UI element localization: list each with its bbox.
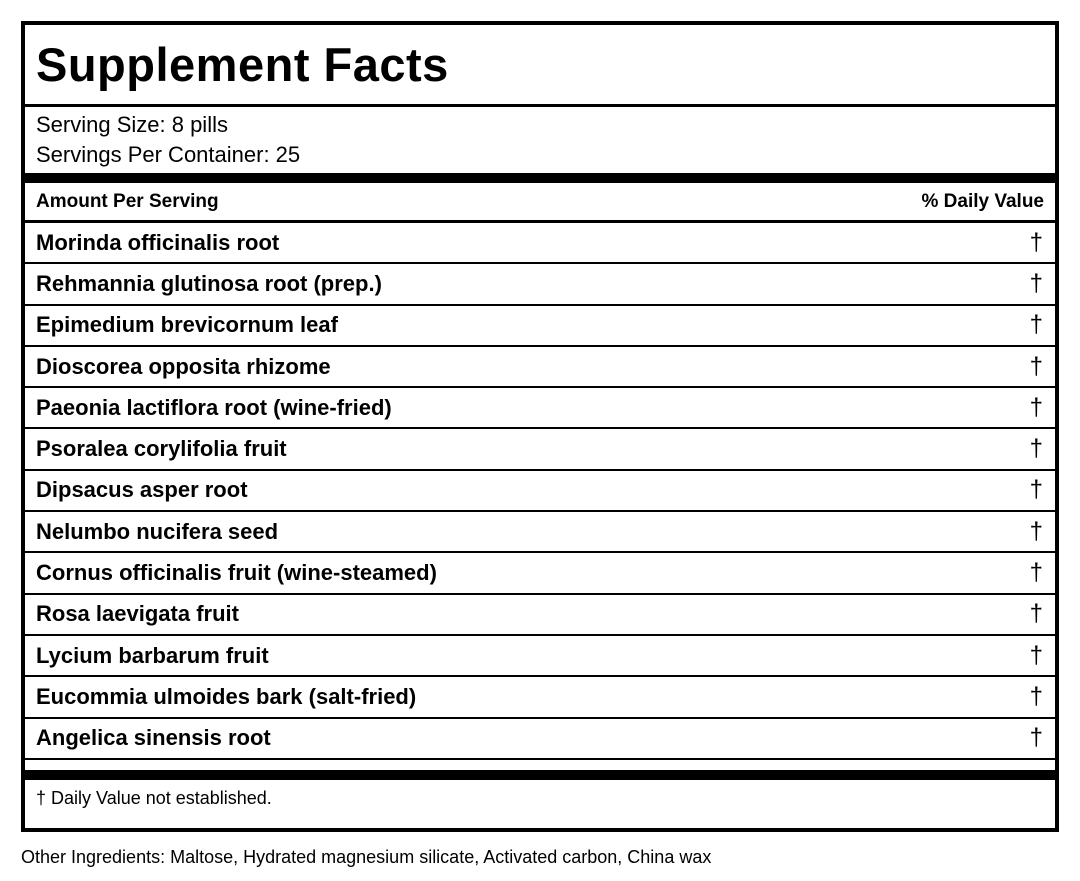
spacer <box>25 760 1055 770</box>
ingredient-name: Lycium barbarum fruit <box>36 642 269 668</box>
daily-value-mark: † <box>1029 724 1043 752</box>
table-row <box>25 595 1055 636</box>
table-row <box>25 553 1055 594</box>
servings-per-container: Servings Per Container: 25 <box>36 142 301 167</box>
table-row <box>25 471 1055 512</box>
table-row <box>25 223 1055 264</box>
ingredient-name: Rosa laevigata fruit <box>36 601 239 627</box>
ingredient-name: Psoralea corylifolia fruit <box>36 436 287 462</box>
daily-value-mark: † <box>1029 600 1043 628</box>
daily-value-mark: † <box>1029 311 1043 339</box>
daily-value-mark: † <box>1029 682 1043 710</box>
table-row <box>25 677 1055 718</box>
serving-info <box>25 107 1055 183</box>
daily-value-mark: † <box>1029 435 1043 463</box>
table-row <box>25 429 1055 470</box>
daily-value-mark: † <box>1029 228 1043 256</box>
panel-title: Supplement Facts <box>25 25 1055 107</box>
ingredient-name: Morinda officinalis root <box>36 229 280 255</box>
table-row <box>25 512 1055 553</box>
daily-value-header: % Daily Value <box>921 190 1044 212</box>
supplement-facts-panel <box>21 21 1059 832</box>
ingredient-name: Eucommia ulmoides bark (salt-fried) <box>36 683 417 709</box>
table-row <box>25 306 1055 347</box>
daily-value-mark: † <box>1029 269 1043 297</box>
footnote: † Daily Value not established. <box>36 788 272 809</box>
amount-per-serving-header: Amount Per Serving <box>36 190 219 212</box>
ingredient-name: Rehmannia glutinosa root (prep.) <box>36 270 382 296</box>
other-ingredients: Other Ingredients: Maltose, Hydrated magnesium silicate, Activated carbon, China wax <box>21 847 712 867</box>
ingredient-name: Paeonia lactiflora root (wine-fried) <box>36 394 392 420</box>
table-row <box>25 347 1055 388</box>
ingredient-list <box>25 223 1055 760</box>
daily-value-mark: † <box>1029 352 1043 380</box>
daily-value-mark: † <box>1029 393 1043 421</box>
ingredient-name: Dipsacus asper root <box>36 477 248 503</box>
daily-value-mark: † <box>1029 517 1043 545</box>
table-row <box>25 719 1055 760</box>
ingredient-name: Epimedium brevicornum leaf <box>36 312 338 338</box>
daily-value-mark: † <box>1029 559 1043 587</box>
table-row <box>25 388 1055 429</box>
table-row <box>25 636 1055 677</box>
ingredient-name: Angelica sinensis root <box>36 725 271 751</box>
daily-value-mark: † <box>1029 641 1043 669</box>
divider-bar <box>25 770 1055 780</box>
table-row <box>25 264 1055 305</box>
daily-value-mark: † <box>1029 476 1043 504</box>
ingredient-name: Cornus officinalis fruit (wine-steamed) <box>36 560 437 586</box>
serving-size: Serving Size: 8 pills <box>36 112 228 137</box>
ingredient-name: Dioscorea opposita rhizome <box>36 353 331 379</box>
ingredient-name: Nelumbo nucifera seed <box>36 518 279 544</box>
column-header <box>25 183 1055 223</box>
